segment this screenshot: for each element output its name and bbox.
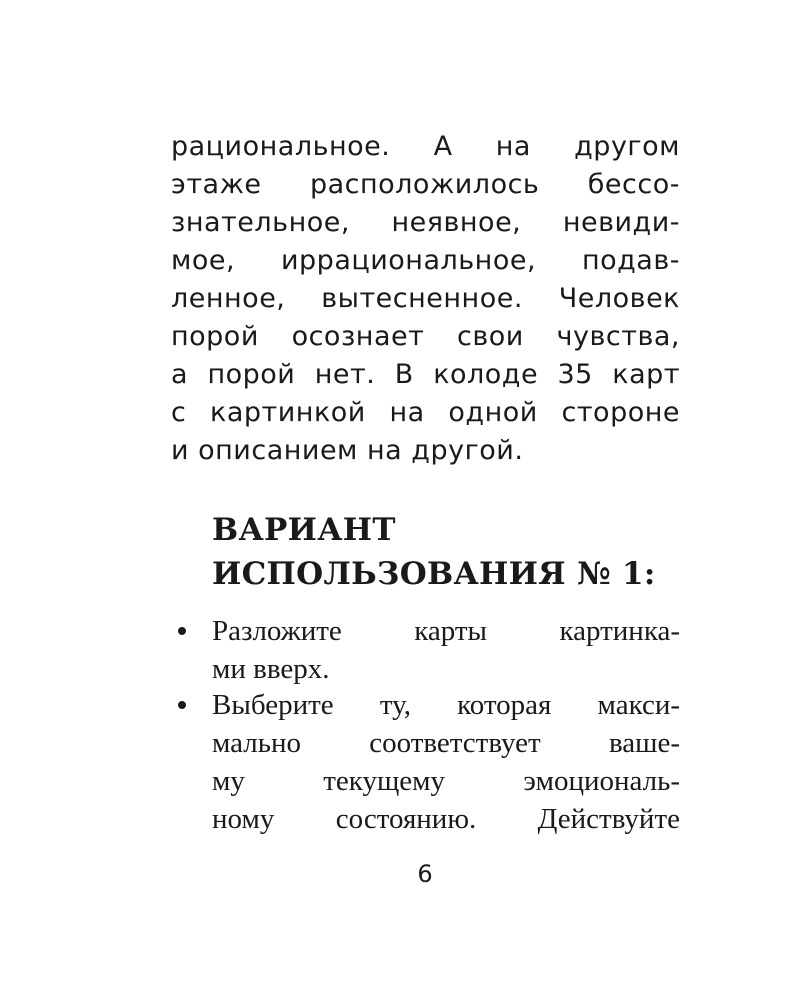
paragraph-line: мое, иррациональное, подав- (171, 245, 680, 276)
page-number: 6 (417, 860, 433, 888)
list-item-line: ми вверх. (212, 653, 330, 685)
list-item-line: Разложите карты картинка- (212, 615, 680, 647)
list-item-line: мально соответствует ваше- (212, 727, 680, 759)
heading-line: ВАРИАНТ (212, 512, 396, 548)
paragraph-line: знательное, неявное, невиди- (171, 207, 680, 238)
paragraph-line: порой осознает свои чувства, (171, 321, 680, 352)
paragraph-line: и описанием на другой. (171, 435, 524, 466)
bullet-icon (178, 701, 186, 709)
list-item-line: Выберите ту, которая макси- (212, 689, 680, 721)
list-item-line: ному состоянию. Действуйте (212, 803, 680, 835)
paragraph-line: рациональное. А на другом (171, 131, 680, 162)
paragraph-line: ленное, вытесненное. Человек (171, 283, 680, 314)
list-item-line: му текущему эмоциональ- (212, 765, 680, 797)
paragraph-line: с картинкой на одной стороне (171, 397, 680, 428)
bullet-icon (178, 627, 186, 635)
paragraph-line: этаже расположилось бессо- (171, 169, 680, 200)
paragraph-line: а порой нет. В колоде 35 карт (171, 359, 680, 390)
heading-line: ИСПОЛЬЗОВАНИЯ № 1: (212, 556, 656, 592)
